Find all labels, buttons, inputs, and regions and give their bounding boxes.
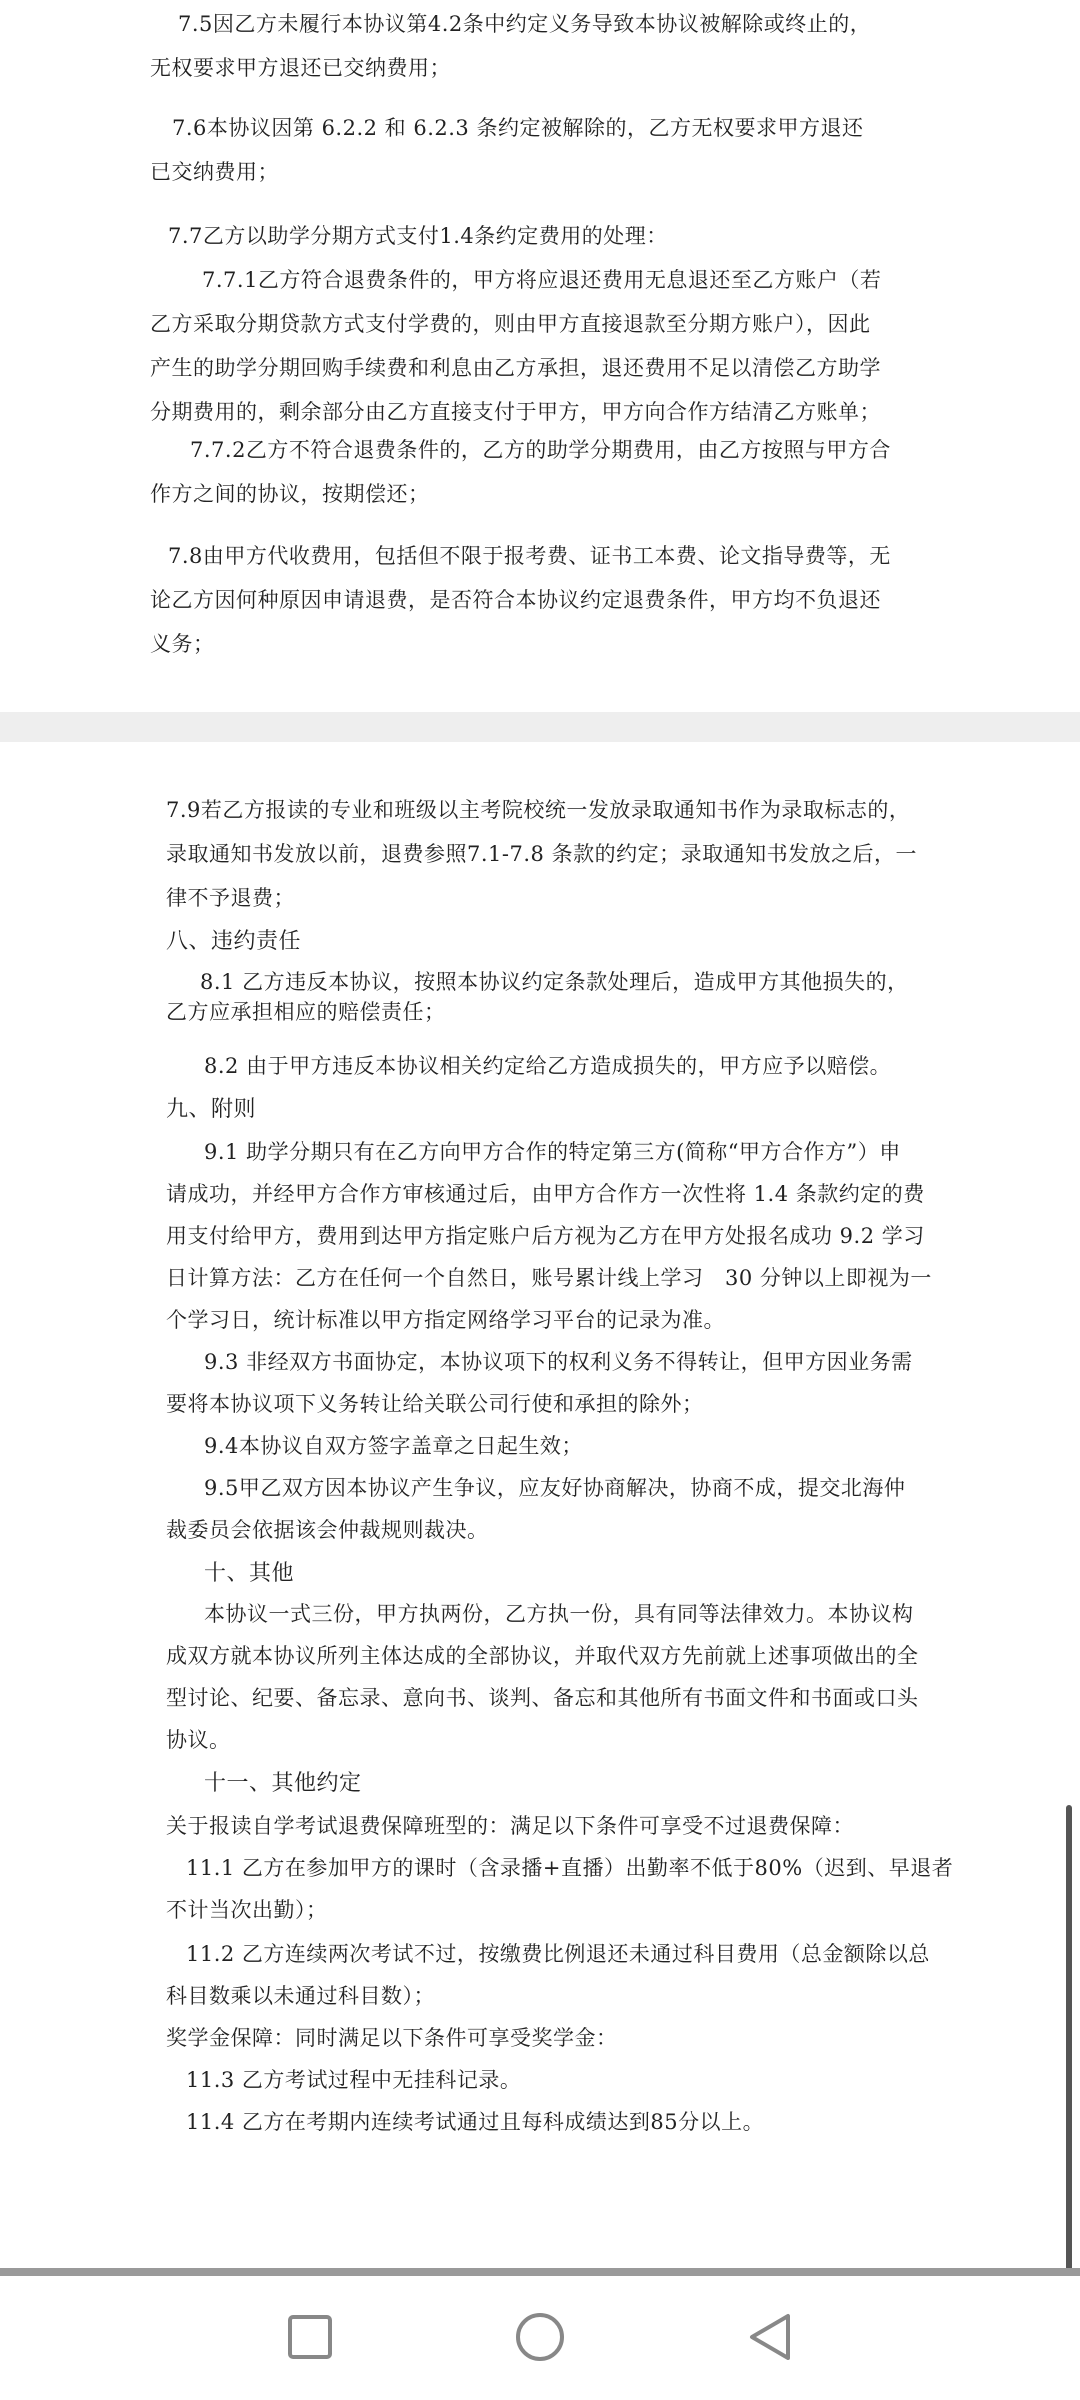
text-line: 个学习日，统计标准以甲方指定网络学习平台的记录为准。 xyxy=(166,1308,725,1332)
text-line: 分期费用的，剩余部分由乙方直接支付于甲方，甲方向合作方结清乙方账单； xyxy=(150,400,881,424)
section-heading: 八、违约责任 xyxy=(166,929,302,954)
text-line: 7.9若乙方报读的专业和班级以主考院校统一发放录取通知书作为录取标志的， xyxy=(166,798,911,822)
text-line: 不计当次出勤）； xyxy=(166,1898,328,1922)
text-line: 律不予退费； xyxy=(166,886,295,910)
text-line: 11.3 乙方考试过程中无挂科记录。 xyxy=(186,2068,522,2092)
text-line: 型讨论、纪要、备忘录、意向书、谈判、备忘和其他所有书面文件和书面或口头 xyxy=(166,1686,919,1710)
text-line: 日计算方法：乙方在任何一个自然日，账号累计线上学习 30 分钟以上即视为一 xyxy=(166,1266,932,1290)
text-line: 无权要求甲方退还已交纳费用； xyxy=(150,56,451,80)
triangle-back-icon xyxy=(746,2311,794,2363)
text-line: 11.1 乙方在参加甲方的课时（含录播+直播）出勤率不低于80%（迟到、早退者 xyxy=(186,1856,954,1880)
document-page-1 xyxy=(0,0,1080,712)
text-line: 11.2 乙方连续两次考试不过，按缴费比例退还未通过科目费用（总金额除以总 xyxy=(186,1942,930,1966)
text-line: 7.7.1乙方符合退费条件的，甲方将应退还费用无息退还至乙方账户（若 xyxy=(202,268,882,292)
section-heading: 十、其他 xyxy=(204,1561,295,1586)
text-line: 7.5因乙方未履行本协议第4.2条中约定义务导致本协议被解除或终止的， xyxy=(178,12,872,36)
text-line: 11.4 乙方在考期内连续考试通过且每科成绩达到85分以上。 xyxy=(186,2110,765,2134)
square-icon xyxy=(286,2313,334,2361)
section-heading: 十一、其他约定 xyxy=(204,1771,362,1796)
text-line: 9.3 非经双方书面协定，本协议项下的权利义务不得转让，但甲方因业务需 xyxy=(204,1350,913,1374)
recents-button[interactable] xyxy=(275,2302,345,2372)
text-line: 7.7乙方以助学分期方式支付1.4条约定费用的处理： xyxy=(168,224,668,248)
text-line: 义务； xyxy=(150,632,215,656)
text-line: 科目数乘以未通过科目数）； xyxy=(166,1984,435,2008)
text-line: 论乙方因何种原因申请退费，是否符合本协议约定退费条件，甲方均不负退还 xyxy=(150,588,881,612)
text-line: 7.6本协议因第 6.2.2 和 6.2.3 条约定被解除的，乙方无权要求甲方退还 xyxy=(172,116,864,140)
page-separator xyxy=(0,712,1080,742)
text-line: 奖学金保障：同时满足以下条件可享受奖学金： xyxy=(166,2026,618,2050)
scrollbar-thumb[interactable] xyxy=(1066,1805,1072,2277)
text-line: 8.1 乙方违反本协议，按照本协议约定条款处理后，造成甲方其他损失的， xyxy=(200,970,909,994)
text-line: 关于报读自学考试退费保障班型的：满足以下条件可享受不过退费保障： xyxy=(166,1814,854,1838)
text-line: 9.4本协议自双方签字盖章之日起生效； xyxy=(204,1434,583,1458)
section-heading: 九、附则 xyxy=(166,1097,257,1122)
text-line: 9.1 助学分期只有在乙方向甲方合作的特定第三方(简称“甲方合作方”）申 xyxy=(204,1140,901,1164)
back-button[interactable] xyxy=(735,2302,805,2372)
text-line: 请成功，并经甲方合作方审核通过后，由甲方合作方一次性将 1.4 条款约定的费 xyxy=(166,1182,925,1206)
text-line: 7.7.2乙方不符合退费条件的，乙方的助学分期费用，由乙方按照与甲方合 xyxy=(190,438,891,462)
text-line: 成双方就本协议所列主体达成的全部协议，并取代双方先前就上述事项做出的全 xyxy=(166,1644,919,1668)
text-line: 录取通知书发放以前，退费参照7.1-7.8 条款的约定；录取通知书发放之后，一 xyxy=(166,842,918,866)
text-line: 用支付给甲方，费用到达甲方指定账户后方视为乙方在甲方处报名成功 9.2 学习 xyxy=(166,1224,925,1248)
text-line: 本协议一式三份，甲方执两份，乙方执一份，具有同等法律效力。本协议构 xyxy=(204,1602,914,1626)
document-page-2 xyxy=(0,742,1080,2272)
navigation-bar xyxy=(0,2276,1080,2400)
text-line: 协议。 xyxy=(166,1728,231,1752)
circle-icon xyxy=(514,2311,566,2363)
text-line: 8.2 由于甲方违反本协议相关约定给乙方造成损失的，甲方应予以赔偿。 xyxy=(204,1054,892,1078)
text-line: 作方之间的协议，按期偿还； xyxy=(150,482,430,506)
text-line: 乙方采取分期贷款方式支付学费的，则由甲方直接退款至分期方账户），因此 xyxy=(150,312,871,336)
text-line: 产生的助学分期回购手续费和利息由乙方承担，退还费用不足以清偿乙方助学 xyxy=(150,356,881,380)
text-line: 9.5甲乙双方因本协议产生争议，应友好协商解决，协商不成，提交北海仲 xyxy=(204,1476,906,1500)
text-line: 7.8由甲方代收费用，包括但不限于报考费、证书工本费、论文指导费等，无 xyxy=(168,544,891,568)
text-line: 已交纳费用； xyxy=(150,160,279,184)
text-line: 乙方应承担相应的赔偿责任； xyxy=(166,1000,446,1024)
text-line: 裁委员会依据该会仲裁规则裁决。 xyxy=(166,1518,489,1542)
bottom-divider xyxy=(0,2268,1080,2276)
home-button[interactable] xyxy=(505,2302,575,2372)
text-line: 要将本协议项下义务转让给关联公司行使和承担的除外； xyxy=(166,1392,704,1416)
